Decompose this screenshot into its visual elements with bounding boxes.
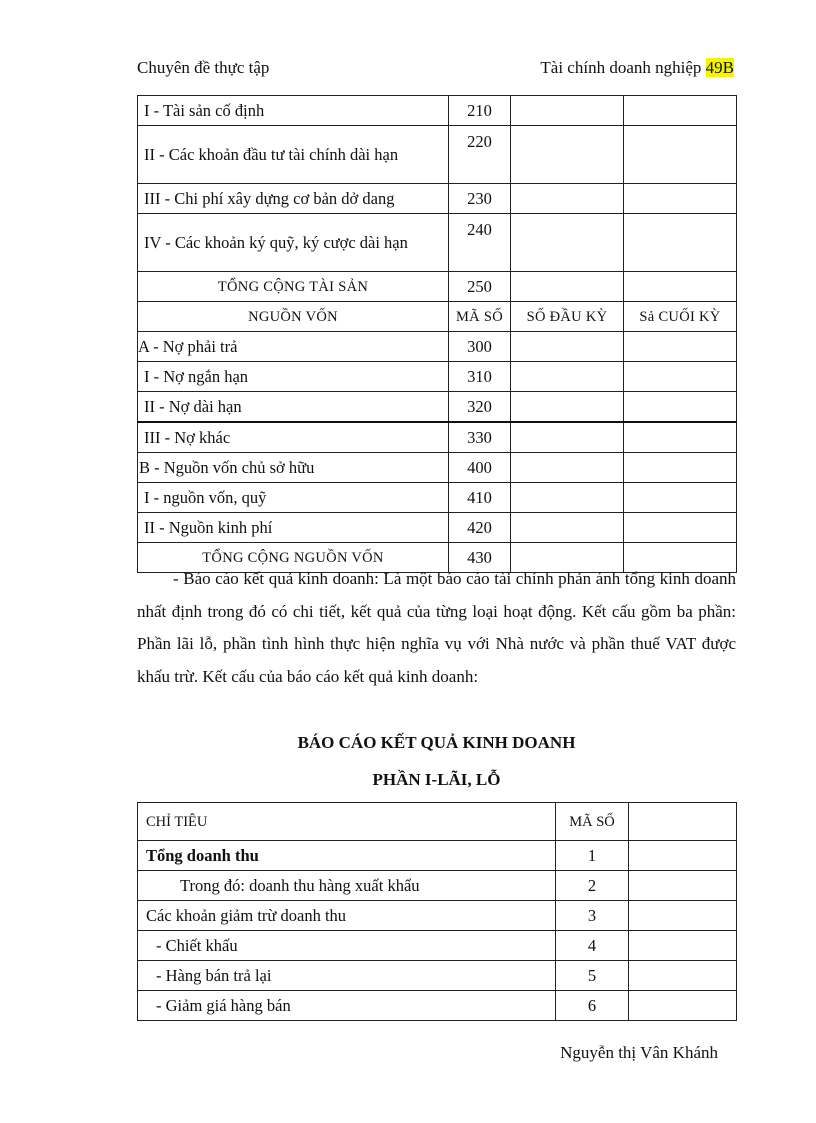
table-row <box>138 332 737 362</box>
cell-end <box>624 513 737 543</box>
cell-end <box>624 422 737 453</box>
page-header <box>137 58 734 80</box>
cell-value <box>629 871 737 901</box>
header-badge: 49B <box>705 58 734 77</box>
header-indicator: CHỈ TIÊU <box>138 803 556 841</box>
row-label: A - Nợ phải trả <box>138 332 449 362</box>
row-code: 240 <box>449 214 511 272</box>
row-code: 320 <box>449 392 511 423</box>
row-code: 4 <box>556 931 629 961</box>
row-label: II - Nguồn kinh phí <box>138 513 449 543</box>
row-label: IV - Các khoản ký quỹ, ký cược dài hạn <box>138 214 449 272</box>
row-label: II - Các khoản đầu tư tài chính dài hạn <box>138 126 449 184</box>
header-end: Sả CUỐI KỲ <box>624 302 737 332</box>
row-code: 400 <box>449 453 511 483</box>
table-row <box>138 392 737 423</box>
table-row <box>138 362 737 392</box>
table-row <box>138 901 737 931</box>
row-label: - Hàng bán trả lại <box>138 961 556 991</box>
table-row <box>138 961 737 991</box>
header-right <box>540 58 734 78</box>
table-row <box>138 931 737 961</box>
cell-begin <box>511 453 624 483</box>
total-sources-label: TỔNG CỘNG NGUỒN VỐN <box>138 543 449 573</box>
row-label: III - Nợ khác <box>138 422 449 453</box>
row-label: B - Nguồn vốn chủ sở hữu <box>138 453 449 483</box>
table-row <box>138 422 737 453</box>
cell-end <box>624 332 737 362</box>
row-code: 210 <box>449 96 511 126</box>
cell-end <box>624 272 737 302</box>
row-code: 310 <box>449 362 511 392</box>
header-code: MÃ SỐ <box>449 302 511 332</box>
header-right-text: Tài chính doanh nghiệp <box>540 58 702 77</box>
table-row <box>138 871 737 901</box>
table-row <box>138 841 737 871</box>
total-assets-code: 250 <box>449 272 511 302</box>
row-label: Tổng doanh thu <box>138 841 556 871</box>
cell-begin <box>511 392 624 423</box>
table-header-row <box>138 803 737 841</box>
row-label: - Chiết khấu <box>138 931 556 961</box>
total-sources-code: 430 <box>449 543 511 573</box>
cell-end <box>624 453 737 483</box>
report-subtitle: PHẦN I-LÃI, LỖ <box>372 770 501 789</box>
table-row <box>138 126 737 184</box>
header-left: Chuyên đề thực tập <box>137 58 270 77</box>
row-label: Trong đó: doanh thu hàng xuất khẩu <box>138 871 556 901</box>
cell-end <box>624 392 737 423</box>
table-row <box>138 991 737 1021</box>
cell-begin <box>511 126 624 184</box>
row-label: Các khoản giảm trừ doanh thu <box>138 901 556 931</box>
cell-value <box>629 901 737 931</box>
header-code: MÃ SỐ <box>556 803 629 841</box>
cell-begin <box>511 96 624 126</box>
cell-begin <box>511 184 624 214</box>
cell-end <box>624 483 737 513</box>
row-code: 2 <box>556 871 629 901</box>
row-label: I - Nợ ngắn hạn <box>138 362 449 392</box>
header-begin: SỐ ĐẦU KỲ <box>511 302 624 332</box>
table-row <box>138 453 737 483</box>
cell-end <box>624 214 737 272</box>
row-code: 410 <box>449 483 511 513</box>
row-code: 330 <box>449 422 511 453</box>
balance-sheet-table <box>137 95 737 573</box>
row-label: I - Tài sản cố định <box>138 96 449 126</box>
paragraph-text: - Báo cáo kết quả kinh doanh: Là một báo cáo tài chính phản ánh tổng kinh doanh nhất định trong đó có chi tiết, kết quả của từng loại hoạt động. Kết cấu gồm ba phần: Phần lãi lỗ, phần tình hình thực hiện nghĩa vụ với Nhà nước và phần thuế VAT được khấu trừ. Kết cấu của báo cáo kết quả kinh doanh: <box>137 569 736 686</box>
cell-begin <box>511 483 624 513</box>
cell-begin <box>511 513 624 543</box>
row-code: 230 <box>449 184 511 214</box>
cell-begin <box>511 214 624 272</box>
total-assets-label: TỔNG CỘNG TÀI SẢN <box>138 272 449 302</box>
table-row <box>138 184 737 214</box>
body-paragraph <box>137 563 736 693</box>
cell-end <box>624 126 737 184</box>
cell-begin <box>511 422 624 453</box>
cell-begin <box>511 272 624 302</box>
income-statement-table <box>137 802 737 1021</box>
row-label: II - Nợ dài hạn <box>138 392 449 423</box>
report-title: BÁO CÁO KẾT QUẢ KINH DOANH <box>297 733 576 752</box>
cell-value <box>629 931 737 961</box>
cell-end <box>624 96 737 126</box>
row-code: 5 <box>556 961 629 991</box>
table-row <box>138 96 737 126</box>
row-label: I - nguồn vốn, quỹ <box>138 483 449 513</box>
row-code: 6 <box>556 991 629 1021</box>
row-code: 220 <box>449 126 511 184</box>
header-sources: NGUỒN VỐN <box>138 302 449 332</box>
row-code: 3 <box>556 901 629 931</box>
cell-value <box>629 991 737 1021</box>
row-code: 1 <box>556 841 629 871</box>
table-row <box>138 214 737 272</box>
row-label: III - Chi phí xây dựng cơ bản dở dang <box>138 184 449 214</box>
cell-value <box>629 961 737 991</box>
cell-end <box>624 184 737 214</box>
table-row <box>138 513 737 543</box>
signature: Nguyễn thị Vân Khánh <box>560 1043 718 1062</box>
cell-end <box>624 362 737 392</box>
cell-value <box>629 803 737 841</box>
table-row-total-assets <box>138 272 737 302</box>
cell-value <box>629 841 737 871</box>
row-code: 300 <box>449 332 511 362</box>
table-row <box>138 483 737 513</box>
row-code: 420 <box>449 513 511 543</box>
cell-begin <box>511 362 624 392</box>
cell-begin <box>511 332 624 362</box>
row-label: - Giảm giá hàng bán <box>138 991 556 1021</box>
table-header-row <box>138 302 737 332</box>
